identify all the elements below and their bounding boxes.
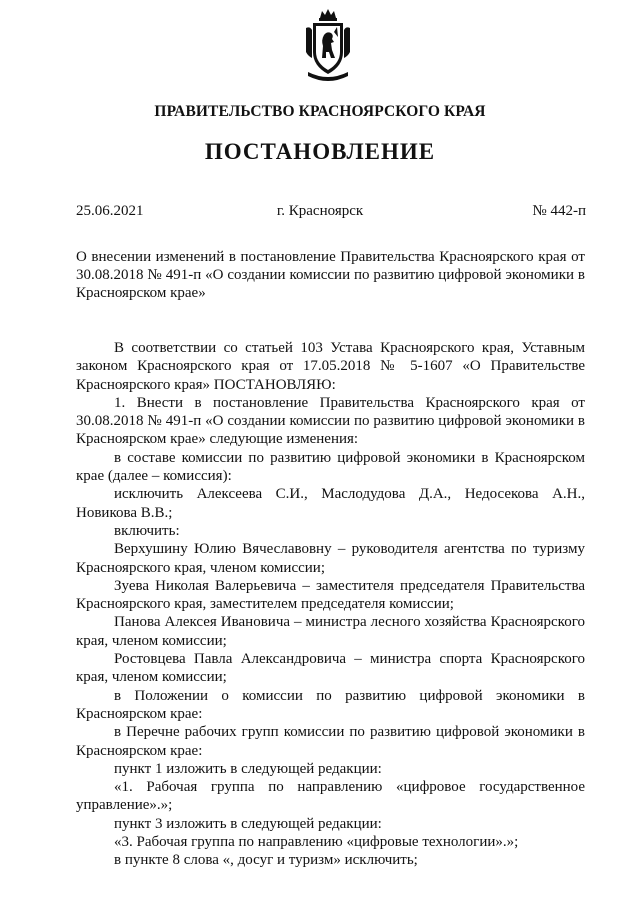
document-date: 25.06.2021 — [76, 203, 144, 219]
paragraph: пункт 3 изложить в следующей редакции: — [114, 815, 382, 832]
document-body — [76, 339, 585, 870]
paragraph: включить: — [114, 522, 180, 539]
paragraph: Ростовцева Павла Александровича – министра спорта Красноярского края, членом комиссии; — [76, 651, 585, 686]
paragraph: в пункте 8 слова «, досуг и туризм» исключить; — [114, 852, 418, 869]
paragraph: Зуева Николая Валерьевича – заместителя председателя Правительства Красноярского края, заместителем председателя комиссии; — [76, 577, 585, 613]
paragraph: в Перечне рабочих групп комиссии по развитию цифровой экономики в Красноярском крае: — [76, 724, 585, 759]
paragraph-preamble: В соответствии со статьей 103 Устава Красноярского края, Уставным законом Красноярского края от 17.05.2018 № 5-1607 «О Правительстве Красноярского края» ПОСТАНОВЛЯЮ: — [76, 340, 585, 393]
paragraph: «1. Рабочая группа по направлению «цифровое государственное управление».»; — [76, 779, 585, 814]
paragraph: в Положении о комиссии по развитию цифровой экономики в Красноярском крае: — [76, 687, 585, 722]
paragraph-item-1: 1. Внести в постановление Правительства Красноярского края от 30.08.2018 № 491-п «О создании комиссии по развитию цифровой экономики в Красноярском крае» следующие изменения: — [76, 394, 585, 448]
paragraph: Панова Алексея Ивановича – министра лесного хозяйства Красноярского края, членом комиссии; — [76, 614, 585, 649]
paragraph: в составе комиссии по развитию цифровой экономики в Красноярском крае (далее – комиссия): — [76, 449, 585, 485]
paragraph: исключить Алексеева С.И., Маслодудова Д.А., Недосекова А.Н., Новикова В.В.; — [76, 486, 585, 521]
document-number: № 442-п — [532, 203, 586, 219]
document-city: г. Красноярск — [276, 203, 364, 219]
paragraph: пункт 1 изложить в следующей редакции: — [114, 760, 382, 777]
document-subject: О внесении изменений в постановление Правительства Красноярского края от 30.08.2018 № 491-п «О создании комиссии по развитию цифровой экономики в Красноярском крае» — [76, 249, 585, 301]
paragraph: Верхушину Юлию Вячеславовну – руководителя агентства по туризму Красноярского края, членом комиссии; — [76, 541, 585, 576]
document-title: ПОСТАНОВЛЕНИЕ — [204, 139, 436, 164]
coat-of-arms-icon — [304, 8, 352, 82]
paragraph: «3. Рабочая группа по направлению «цифровые технологии».»; — [114, 834, 519, 851]
government-name: ПРАВИТЕЛЬСТВО КРАСНОЯРСКОГО КРАЯ — [154, 103, 486, 120]
